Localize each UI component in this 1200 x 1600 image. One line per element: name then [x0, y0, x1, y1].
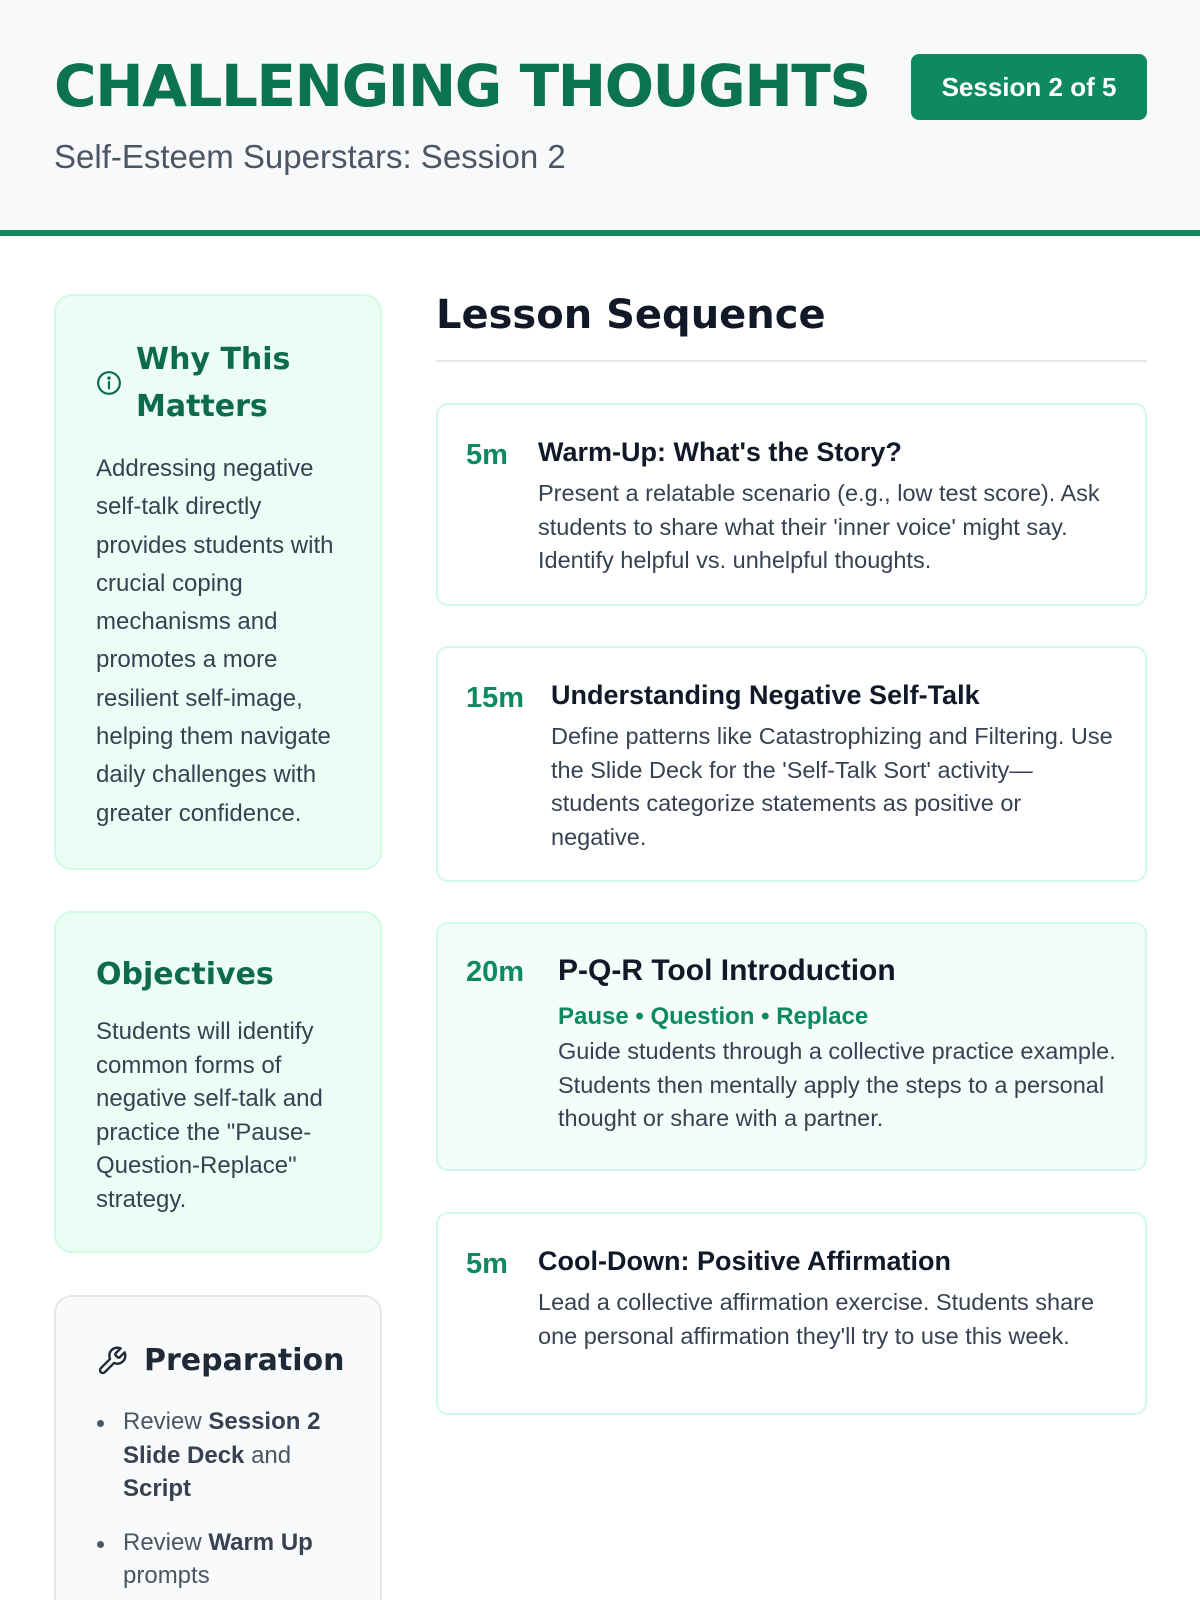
- page-subtitle: Self-Esteem Superstars: Session 2: [54, 138, 566, 175]
- why-this-matters-title: Why This Matters: [136, 342, 291, 424]
- why-this-matters-text: Addressing negative self-talk directly provides students with crucial coping mechanisms and promotes a more resilient self-image, helping them navigate daily challenges with greater confidence.: [96, 455, 334, 827]
- info-icon: [96, 370, 122, 396]
- step-tag: Pause • Question • Replace: [558, 1003, 869, 1030]
- step-title: Warm-Up: What's the Story?: [538, 437, 902, 467]
- lesson-step-warm-up: [436, 403, 1147, 606]
- step-duration: 20m: [466, 956, 525, 988]
- session-badge: Session 2 of 5: [911, 54, 1147, 120]
- step-text: Define patterns like Catastrophizing and Filtering. Use the Slide Deck for the 'Self-Talk Sort' activity—students categorize statements as positive or negative.: [551, 723, 1113, 850]
- objectives-text: Students will identify common forms of negative self-talk and practice the "Pause-Question-Replace" strategy.: [96, 1018, 323, 1213]
- list-item: Review Session 2 Slide Deck and Script: [96, 1405, 346, 1506]
- list-item: Review Warm Up prompts: [96, 1526, 346, 1593]
- step-title: Cool-Down: Positive Affirmation: [538, 1246, 951, 1276]
- preparation-list: [96, 1405, 346, 1600]
- step-text: Lead a collective affirmation exercise. Students share one personal affirmation they'll try to use this week.: [538, 1289, 1095, 1349]
- why-this-matters-card: [54, 294, 382, 870]
- preparation-title: Preparation: [144, 1343, 345, 1378]
- step-text: Present a relatable scenario (e.g., low test score). Ask students to share what their 'inner voice' might say. Identify helpful vs. unhelpful thoughts.: [538, 480, 1100, 573]
- wrench-icon: [96, 1345, 128, 1377]
- lesson-step-pqr-tool: [436, 922, 1147, 1171]
- preparation-header: [96, 1343, 344, 1378]
- step-body: [551, 678, 1117, 854]
- objectives-title: Objectives: [96, 957, 274, 992]
- section-divider: [436, 360, 1147, 362]
- lesson-step-negative-self-talk: [436, 646, 1147, 882]
- step-duration: 15m: [466, 682, 525, 714]
- why-this-matters-header: [96, 336, 306, 430]
- step-body: [538, 1244, 1117, 1353]
- step-body: [538, 435, 1117, 578]
- page-title: CHALLENGING THOUGHTS: [54, 52, 870, 120]
- step-title: P-Q-R Tool Introduction: [558, 954, 896, 987]
- lesson-sequence-title: Lesson Sequence: [436, 292, 826, 338]
- step-text: Guide students through a collective practice example. Students then mentally apply the steps to a personal thought or share with a partner.: [558, 1038, 1116, 1131]
- objectives-card: [54, 911, 382, 1253]
- step-title: Understanding Negative Self-Talk: [551, 680, 980, 710]
- step-duration: 5m: [466, 1248, 508, 1280]
- page-header: [0, 0, 1200, 236]
- step-duration: 5m: [466, 439, 508, 471]
- lesson-step-cool-down: [436, 1212, 1147, 1415]
- preparation-card: [54, 1295, 382, 1600]
- step-body: [558, 954, 1117, 1136]
